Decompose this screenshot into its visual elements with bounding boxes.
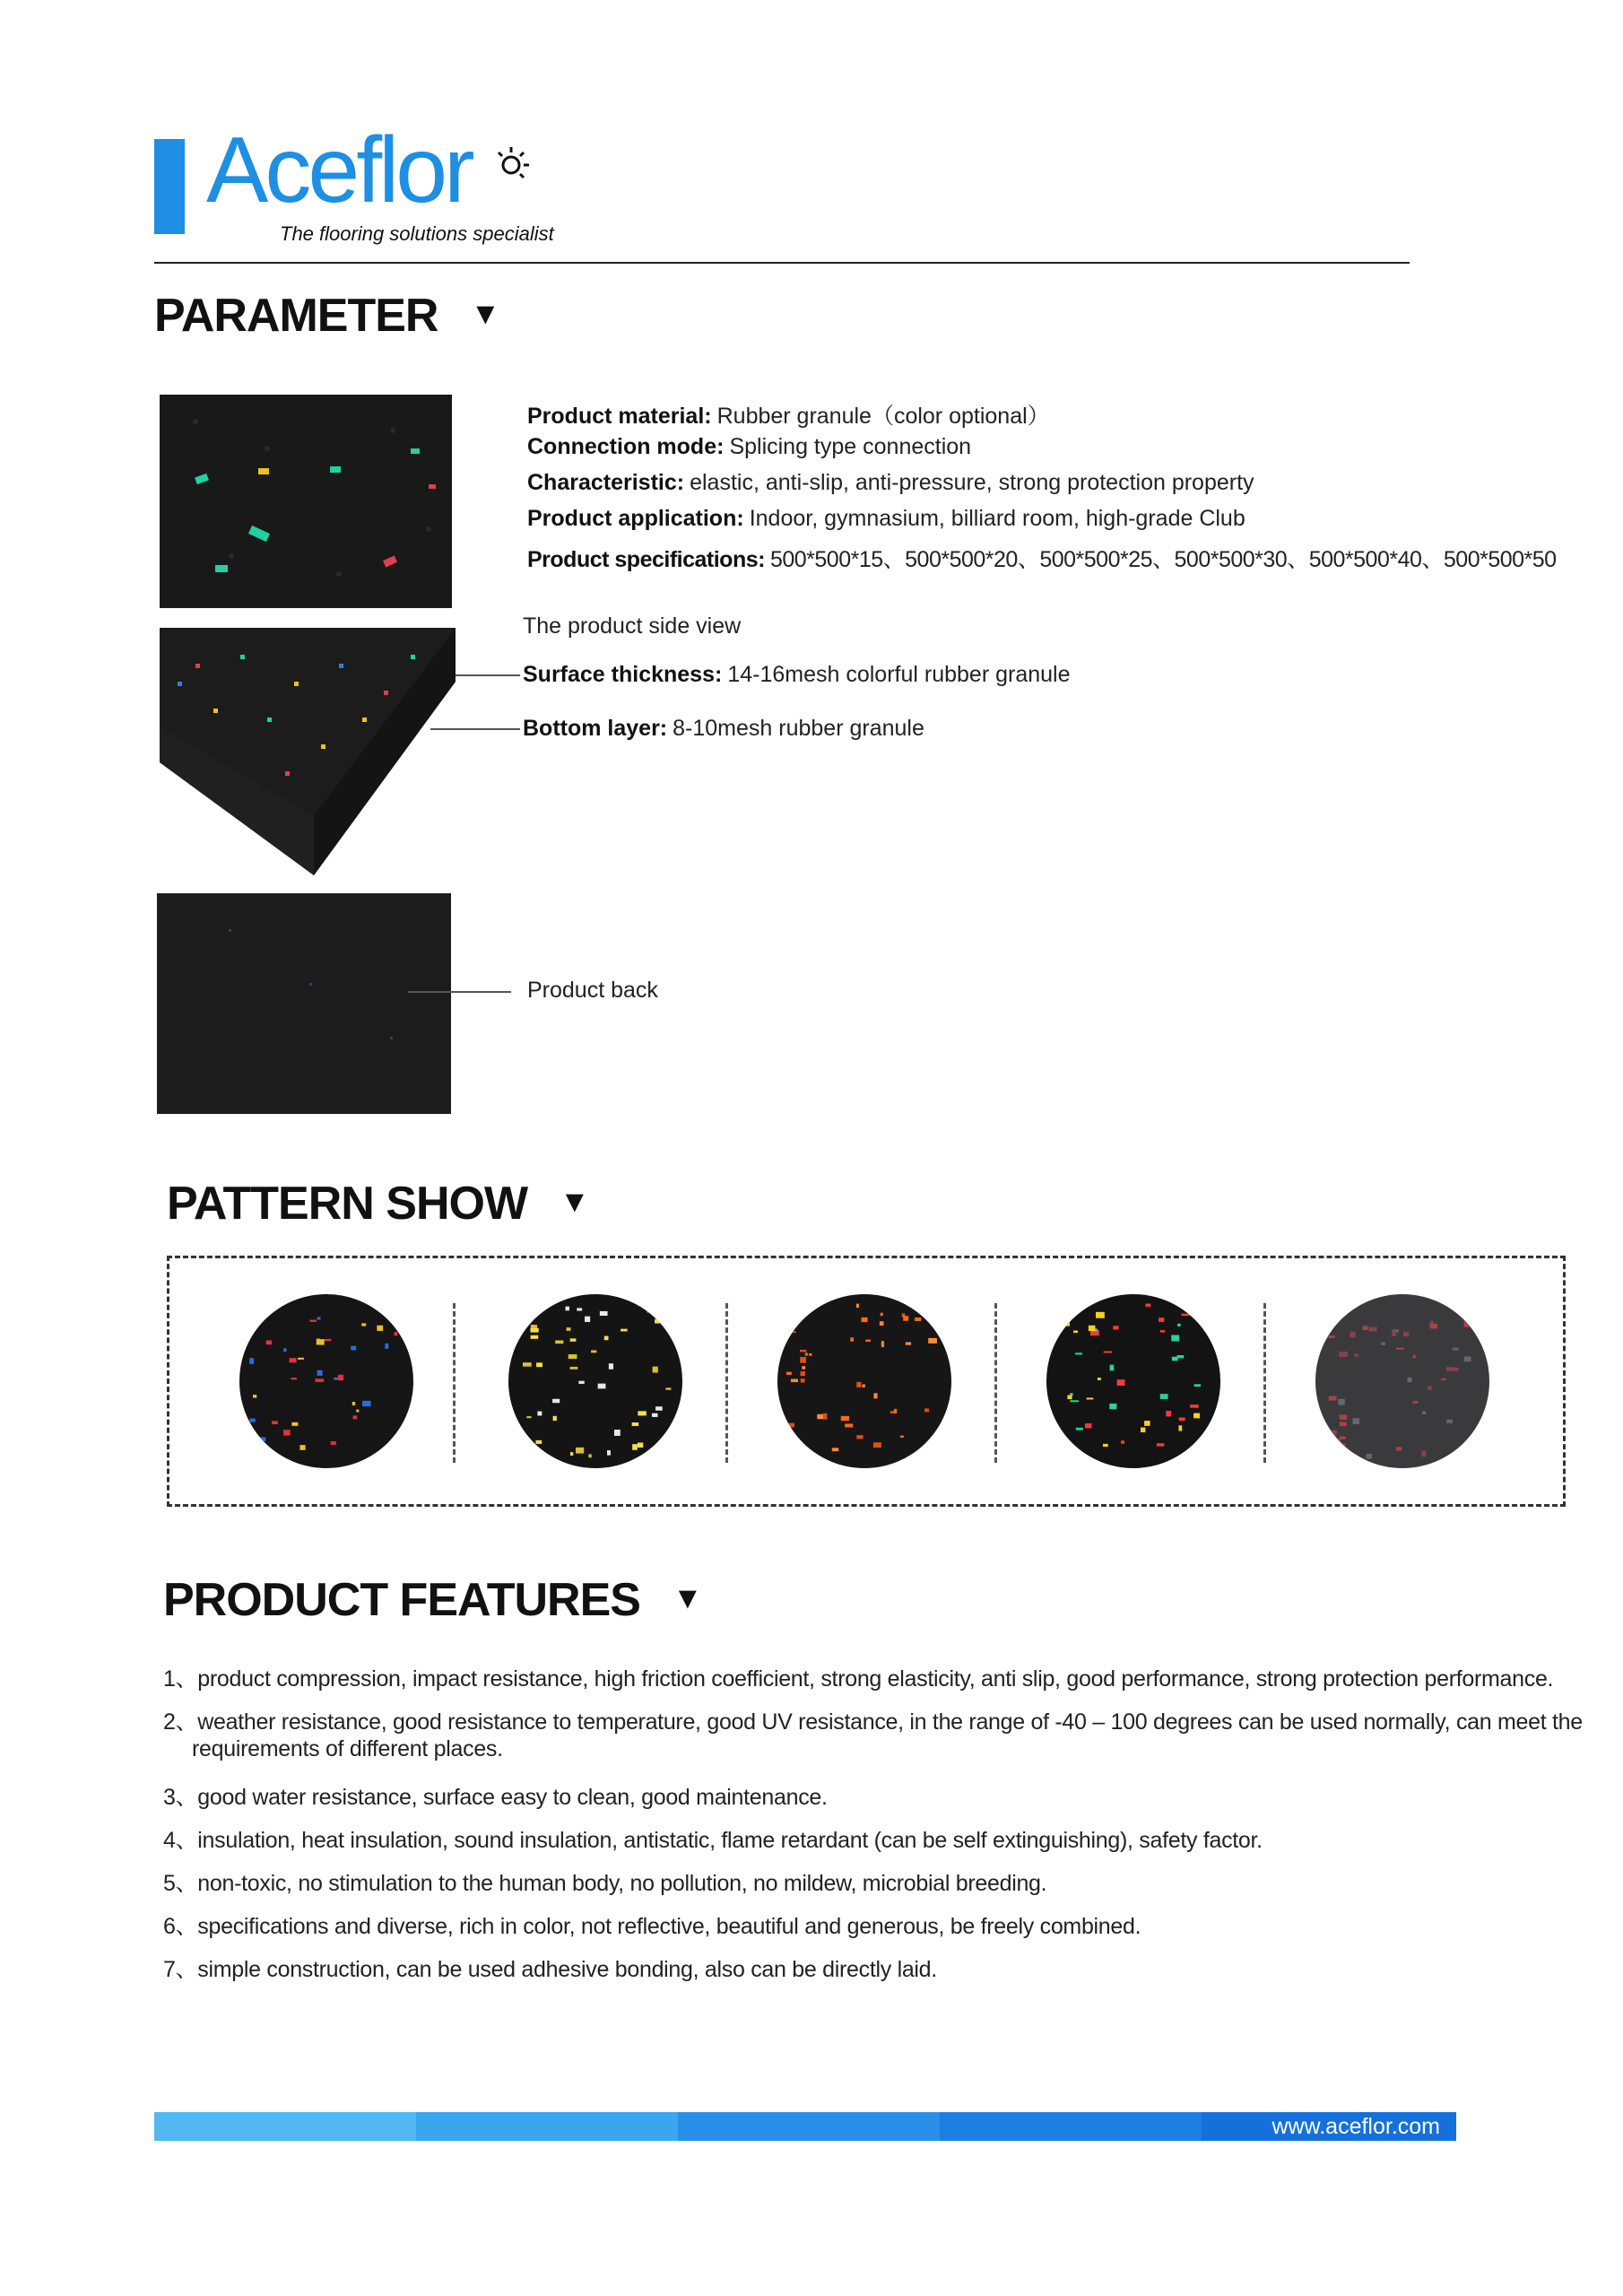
triangle-down-icon: ▼ <box>470 297 500 331</box>
feature-item: 1、product compression, impact resistance, high friction coefficient, strong elasticity, anti slip, good performance, strong protection performance. <box>163 1666 1554 1692</box>
back-fleck <box>390 1037 393 1039</box>
spec-list <box>527 398 1557 578</box>
pattern-swatch <box>239 1294 413 1468</box>
product-features-title: PRODUCT FEATURES <box>163 1574 640 1626</box>
side-view-title: The product side view <box>523 613 742 639</box>
pattern-swatch-image <box>1315 1294 1489 1468</box>
product-back-label: Product back <box>527 978 658 1003</box>
pattern-swatch-image <box>777 1294 951 1468</box>
pattern-swatch <box>1315 1294 1489 1468</box>
surface-leader-line <box>456 674 520 676</box>
product-side-view-image <box>160 628 456 875</box>
triangle-down-icon: ▼ <box>672 1581 702 1615</box>
spec-item: Characteristic: elastic, anti-slip, anti-pressure, strong protection property <box>527 470 1254 495</box>
feature-item: requirements of different places. <box>192 1736 503 1761</box>
spec-item: Connection mode: Splicing type connection <box>527 434 972 459</box>
pattern-divider <box>725 1303 728 1463</box>
product-back-image <box>157 893 451 1114</box>
parameter-heading <box>154 290 500 342</box>
parameter-title: PARAMETER <box>154 290 438 342</box>
brand-logo: Aceflor <box>206 118 472 222</box>
footer-segment <box>678 2112 940 2141</box>
pattern-gallery <box>167 1256 1566 1507</box>
surface-thickness: Surface thickness: 14-16mesh colorful rubber granule <box>523 662 1071 687</box>
pattern-swatch-image <box>1046 1294 1220 1468</box>
bottom-leader-line <box>430 728 520 730</box>
header-divider <box>154 262 1410 264</box>
website-link[interactable]: www.aceflor.com <box>1271 2114 1440 2139</box>
footer-segment <box>416 2112 678 2141</box>
feature-item: 3、good water resistance, surface easy to clean, good maintenance. <box>163 1785 828 1810</box>
pattern-swatch-image <box>508 1294 682 1468</box>
bottom-layer: Bottom layer: 8-10mesh rubber granule <box>523 716 924 741</box>
feature-item: 2、weather resistance, good resistance to temperature, good UV resistance, in the range of -40 – 100 degrees can be used normally, can meet the <box>163 1709 1583 1735</box>
pattern-divider <box>1263 1303 1266 1463</box>
pattern-divider <box>453 1303 456 1463</box>
footer-bar <box>154 2112 1456 2141</box>
logo-accent-bar <box>154 139 185 234</box>
spec-item: Product material: Rubber granule（color optional） <box>527 404 1050 429</box>
footer-segment <box>940 2112 1202 2141</box>
pattern-show-title: PATTERN SHOW <box>167 1178 528 1230</box>
pattern-show-heading <box>167 1178 589 1230</box>
back-leader-line <box>408 991 511 993</box>
pattern-divider <box>994 1303 997 1463</box>
brand-tagline: The flooring solutions specialist <box>280 222 554 245</box>
pattern-swatch <box>777 1294 951 1468</box>
back-fleck <box>309 983 312 986</box>
product-features-heading <box>163 1574 702 1626</box>
product-surface-image <box>160 395 452 608</box>
feature-list <box>163 1661 1598 1995</box>
pattern-swatch-image <box>239 1294 413 1468</box>
pattern-swatch <box>508 1294 682 1468</box>
back-fleck <box>229 929 231 932</box>
spec-item: Product specifications: 500*500*15、500*500*20、500*500*25、500*500*30、500*500*40、500*500*50 <box>527 547 1557 572</box>
feature-item: 7、simple construction, can be used adhesive bonding, also can be directly laid. <box>163 1957 937 1982</box>
feature-item: 5、non-toxic, no stimulation to the human body, no pollution, no mildew, microbial breeding. <box>163 1871 1047 1896</box>
footer-segment <box>154 2112 416 2141</box>
pattern-swatch <box>1046 1294 1220 1468</box>
feature-item: 6、specifications and diverse, rich in color, not reflective, beautiful and generous, be freely combined. <box>163 1914 1141 1939</box>
feature-item: 4、insulation, heat insulation, sound insulation, antistatic, flame retardant (can be self extinguishing), safety factor. <box>163 1828 1263 1853</box>
triangle-down-icon: ▼ <box>560 1185 589 1219</box>
sun-icon <box>491 142 534 196</box>
spec-item: Product application: Indoor, gymnasium, billiard room, high-grade Club <box>527 506 1245 531</box>
